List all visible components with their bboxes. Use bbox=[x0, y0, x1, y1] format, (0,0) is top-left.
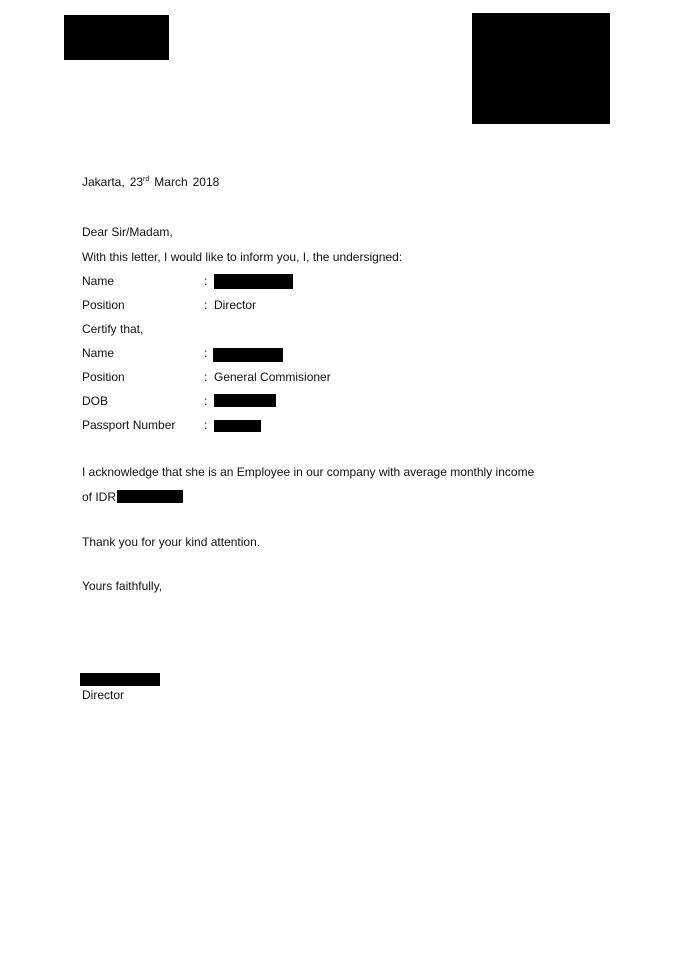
signer-position-label: Position bbox=[82, 298, 125, 312]
redacted-employee-passport bbox=[214, 420, 261, 432]
redacted-logo-left bbox=[64, 15, 169, 60]
redacted-employee-dob bbox=[214, 394, 276, 407]
signer-position-colon: : bbox=[204, 298, 208, 312]
employee-position-value: General Commisioner bbox=[214, 370, 331, 384]
date-day: 23 bbox=[129, 175, 144, 189]
date-city: Jakarta, bbox=[82, 175, 125, 189]
employee-dob-label: DOB bbox=[82, 394, 109, 408]
certify-line: Certify that, bbox=[82, 322, 144, 336]
acknowledge-line-2: of IDR bbox=[82, 490, 117, 504]
date-day-suffix: rd bbox=[143, 176, 150, 183]
closing-line: Yours faithfully, bbox=[82, 579, 163, 593]
redacted-signer-name bbox=[214, 274, 293, 289]
redacted-employee-name bbox=[213, 348, 283, 362]
employee-position-colon: : bbox=[204, 370, 208, 384]
date-month: March bbox=[154, 175, 188, 189]
signer-position-value: Director bbox=[214, 298, 257, 312]
redacted-income-amount bbox=[117, 490, 183, 503]
letter-date bbox=[82, 175, 219, 189]
salutation: Dear Sir/Madam, bbox=[82, 225, 173, 239]
signer-name-label: Name bbox=[82, 274, 115, 288]
employee-passport-colon: : bbox=[204, 418, 208, 432]
signature-title: Director bbox=[82, 688, 125, 702]
acknowledge-line-1: I acknowledge that she is an Employee in our company with average monthly income bbox=[82, 465, 535, 479]
intro-text: With this letter, I would like to inform you, I, the undersigned: bbox=[82, 250, 403, 264]
thanks-line: Thank you for your kind attention. bbox=[82, 535, 261, 549]
redacted-signature-name bbox=[80, 673, 160, 686]
employee-passport-label: Passport Number bbox=[82, 418, 176, 432]
employee-position-label: Position bbox=[82, 370, 125, 384]
date-year: 2018 bbox=[192, 175, 220, 189]
redacted-logo-right bbox=[472, 13, 610, 124]
signer-name-colon: : bbox=[204, 274, 208, 288]
employee-name-colon: : bbox=[204, 346, 208, 360]
employee-dob-colon: : bbox=[204, 394, 208, 408]
employee-name-label: Name bbox=[82, 346, 115, 360]
